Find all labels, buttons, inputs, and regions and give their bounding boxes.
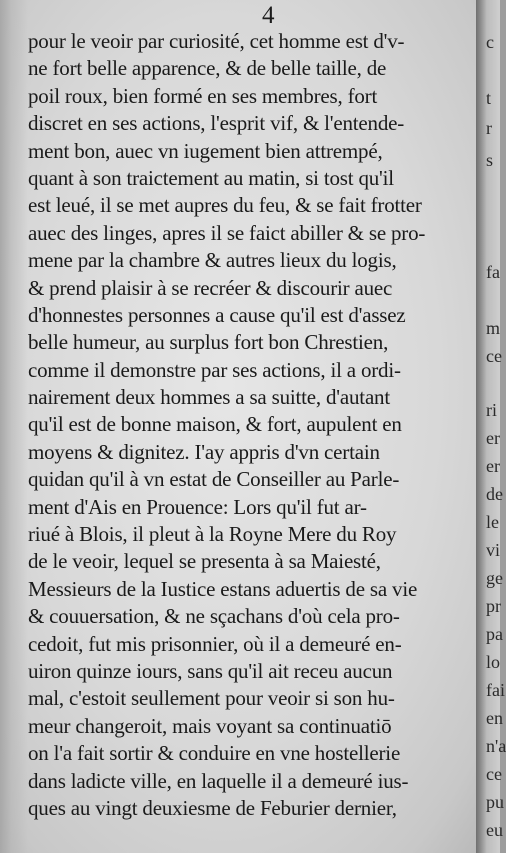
page-number: 4	[262, 2, 275, 29]
facing-page-fragment: r	[486, 118, 492, 138]
text-line: auec des linges, apres il se faict abiller & se pro-	[28, 220, 426, 245]
text-line: belle humeur, au surplus fort bon Chrestien,	[28, 330, 389, 355]
facing-page-fragment: fai	[486, 680, 505, 700]
text-line: est leué, il se met aupres du feu, & se fait frotter	[28, 193, 422, 218]
facing-page-fragment: vi	[486, 540, 501, 560]
text-line: comme il demonstre par ses actions, il a ordi-	[28, 357, 401, 382]
text-line: cedoit, fut mis prisonnier, où il a demeuré en-	[28, 631, 402, 656]
text-line: ques au vingt deuxiesme de Feburier dernier,	[28, 795, 397, 820]
facing-page-edge	[476, 0, 506, 853]
facing-page-fragment: ge	[486, 568, 503, 588]
text-line: mene par la chambre & autres lieux du logis,	[28, 248, 397, 273]
facing-page-fragment: m	[486, 318, 501, 338]
text-line: uiron quinze iours, sans qu'il ait receu aucun	[28, 658, 393, 683]
text-line: moyens & dignitez. I'ay appris d'vn certain	[28, 439, 380, 464]
text-line: pour le veoir par curiosité, cet homme est d'v-	[28, 29, 405, 53]
facing-page-fragment: s	[486, 150, 494, 170]
facing-page-fragment: pu	[486, 792, 504, 812]
text-line: dans ladicte ville, en laquelle il a demeuré ius-	[28, 768, 409, 793]
spine-shadow	[0, 0, 28, 853]
body-text	[28, 28, 484, 822]
text-line: de le veoir, lequel se presenta à sa Maiesté,	[28, 549, 381, 574]
facing-page-fragment: pr	[486, 596, 501, 616]
text-line: d'honnestes personnes a cause qu'il est d'assez	[28, 302, 406, 327]
text-line: mal, c'estoit seullement pour veoir si son hu-	[28, 686, 395, 711]
facing-page-fragment: ce	[486, 346, 502, 366]
facing-page-fragment: lo	[486, 652, 501, 672]
text-line: poil roux, bien formé en ses membres, fort	[28, 83, 378, 108]
text-line: & couuersation, & ne sçachans d'où cela pro-	[28, 604, 400, 629]
text-line: on l'a fait sortir & conduire en vne hostellerie	[28, 741, 401, 766]
text-line: qu'il est de bonne maison, & fort, aupulent en	[28, 412, 402, 437]
facing-page-fragment: ri	[486, 400, 497, 420]
text-line: ne fort belle apparence, & de belle taille, de	[28, 56, 387, 81]
facing-page-fragment: en	[486, 708, 503, 728]
text-line: meur changeroit, mais voyant sa continuatiō	[28, 713, 392, 738]
text-line: discret en ses actions, l'esprit vif, & l'entende-	[28, 111, 405, 136]
text-line: & prend plaisir à se recréer & discourir auec	[28, 275, 393, 300]
text-line: quidan qu'il à vn estat de Conseiller au Parle-	[28, 467, 400, 492]
text-line: nairement deux hommes a sa suitte, d'autant	[28, 385, 390, 410]
facing-page-fragment: n'a	[486, 736, 506, 756]
text-line: ment bon, auec vn iugement bien attrempé,	[28, 138, 383, 163]
facing-page-fragment: le	[486, 512, 499, 532]
text-line: Messieurs de la Iustice estans aduertis de sa vie	[28, 576, 418, 601]
text-line: riué à Blois, il pleut à la Royne Mere du Roy	[28, 522, 397, 547]
text-line: quant à son traictement au matin, si tost qu'il	[28, 165, 394, 190]
facing-page-fragment: c	[486, 32, 494, 52]
facing-page-fragment: ce	[486, 764, 502, 784]
facing-page-fragment: pa	[486, 624, 503, 644]
text-line: ment d'Ais en Prouence: Lors qu'il fut ar-	[28, 494, 367, 519]
facing-page-fragment: er	[486, 428, 500, 448]
facing-page-fragment: fa	[486, 262, 500, 282]
facing-page-fragment: er	[486, 456, 500, 476]
facing-page-fragment: t	[486, 88, 492, 108]
facing-page-fragment: de	[486, 484, 503, 504]
facing-page-fragment: eu	[486, 820, 503, 840]
